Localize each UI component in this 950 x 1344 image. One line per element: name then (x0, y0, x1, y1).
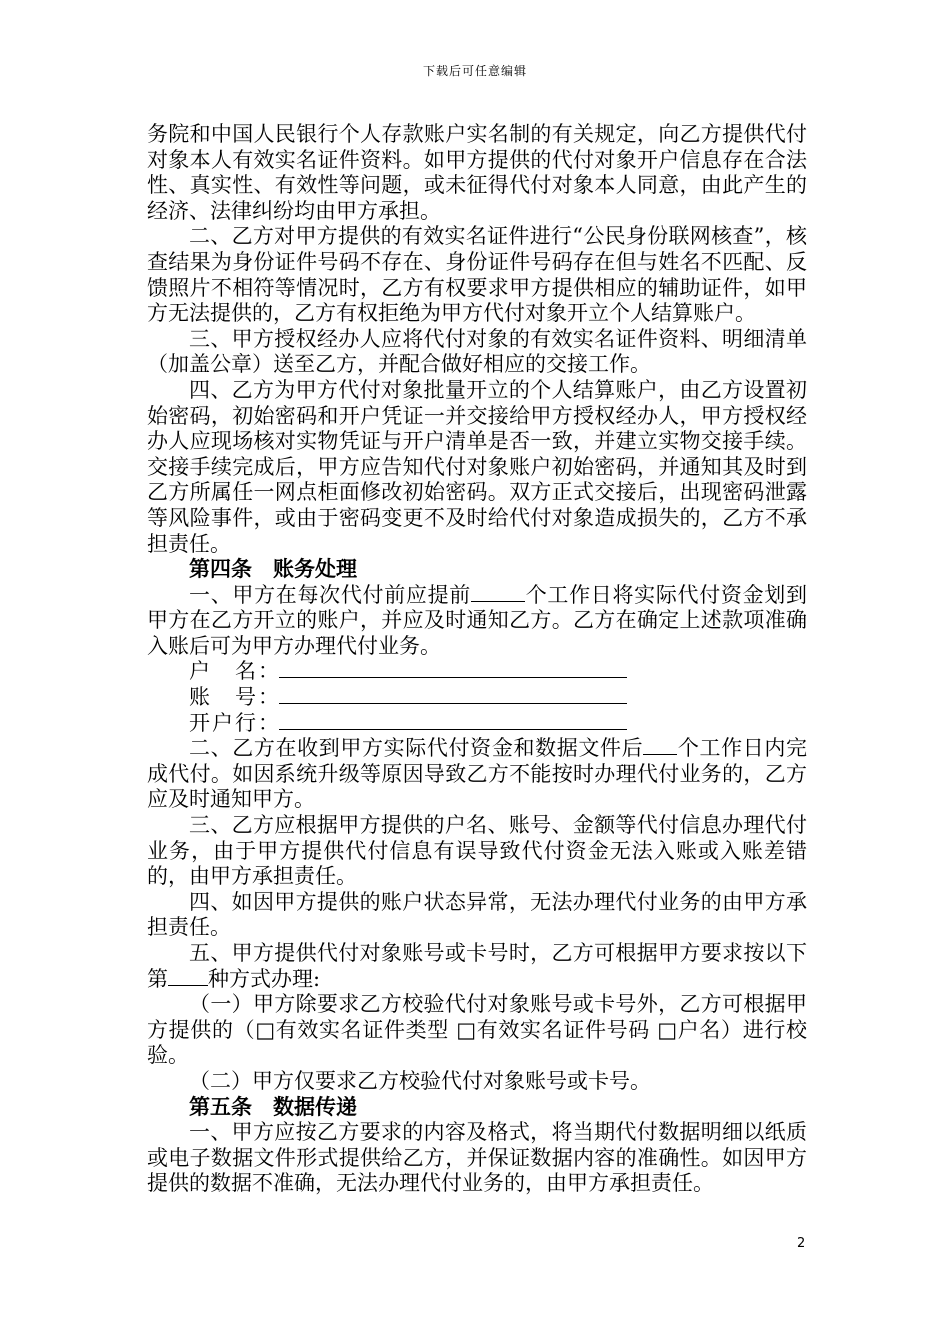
paragraph: 二、乙方对甲方提供的有效实名证件进行“公民身份联网核查”，核查结果为身份证件号码不存在、身份证件号码存在但与姓名不匹配、反馈照片不相符等情况时，乙方有权要求甲方提供相应的辅助证件，如甲方无法提供的，乙方有权拒绝为甲方代付对象开立个人结算账户。 (147, 224, 807, 326)
page-number: 2 (797, 1236, 806, 1251)
paragraph: 三、乙方应根据甲方提供的户名、账号、金额等代付信息办理代付业务，由于甲方提供代付信息有误导致代付资金无法入账或入账差错的，由甲方承担责任。 (147, 813, 807, 889)
fill-in-line[interactable] (279, 659, 627, 678)
article-heading: 第四条 账务处理 (189, 557, 357, 582)
paragraph: （一）甲方除要求乙方校验代付对象账号或卡号外，乙方可根据甲方提供的（□有效实名证件类型 □有效实名证件号码 □户名）进行校验。 (147, 992, 807, 1068)
text-segment: 个工作日将实际代付资金划到甲方在乙方开立的账户，并应及时通知乙方。乙方在确定上述款项准确入账后可为甲方办理代付业务。 (147, 582, 807, 658)
paragraph: 四、乙方为甲方代付对象批量开立的个人结算账户，由乙方设置初始密码，初始密码和开户凭证一并交接给甲方授权经办人，甲方授权经办人应现场核对实物凭证与开户清单是否一致，并建立实物交接手续。交接手续完成后，甲方应告知代付对象账户初始密码，并通知其及时到乙方所属任一网点柜面修改初始密码。双方正式交接后，出现密码泄露等风险事件，或由于密码变更不及时给代付对象造成损失的，乙方不承担责任。 (147, 377, 807, 556)
paragraph (147, 736, 807, 813)
paragraph: 务院和中国人民银行个人存款账户实名制的有关规定，向乙方提供代付对象本人有效实名证件资料。如甲方提供的代付对象开户信息存在合法性、真实性、有效性等问题，或未征得代付对象本人同意，由此产生的经济、法律纠纷均由甲方承担。 (147, 122, 807, 223)
text-segment: 一、甲方在每次代付前应提前 (189, 582, 471, 607)
paragraph (147, 941, 807, 992)
article-heading: 第五条 数据传递 (189, 1094, 357, 1119)
field-label: 开户行： (189, 710, 279, 735)
page-header: 下载后可任意编辑 (422, 64, 527, 78)
text-segment: 个工作日内完成代付。如因系统升级等原因导致乙方不能按时办理代付业务的，乙方应及时通知甲方。 (147, 736, 808, 812)
document-body (147, 122, 807, 1197)
fill-in-blank[interactable] (471, 583, 525, 602)
paragraph: 一、甲方应按乙方要求的内容及格式，将当期代付数据明细以纸质或电子数据文件形式提供给乙方，并保证数据内容的准确性。如因甲方提供的数据不准确，无法办理代付业务的，由甲方承担责任。 (147, 1120, 807, 1196)
paragraph: （二）甲方仅要求乙方校验代付对象账号或卡号。 (189, 1068, 651, 1093)
fill-in-blank[interactable] (643, 736, 677, 755)
paragraph: 四、如因甲方提供的账户状态异常，无法办理代付业务的由甲方承担责任。 (147, 889, 807, 940)
bank-branch-field (147, 711, 807, 737)
text-segment: 种方式办理: (208, 966, 321, 991)
fill-in-line[interactable] (279, 711, 627, 730)
account-number-field (147, 685, 807, 711)
text-segment: 五、甲方提供代付对象账号或卡号时，乙方可根据甲方要求按以下第 (147, 941, 807, 991)
field-label: 户 名： (189, 659, 279, 684)
text-segment: 二、乙方在收到甲方实际代付资金和数据文件后 (189, 736, 644, 761)
field-label: 账 号： (189, 685, 279, 710)
paragraph: 三、甲方授权经办人应将代付对象的有效实名证件资料、明细清单（加盖公章）送至乙方，并配合做好相应的交接工作。 (147, 326, 807, 377)
fill-in-line[interactable] (279, 685, 627, 704)
paragraph (147, 583, 807, 660)
fill-in-blank[interactable] (168, 967, 208, 986)
account-name-field (147, 659, 807, 685)
